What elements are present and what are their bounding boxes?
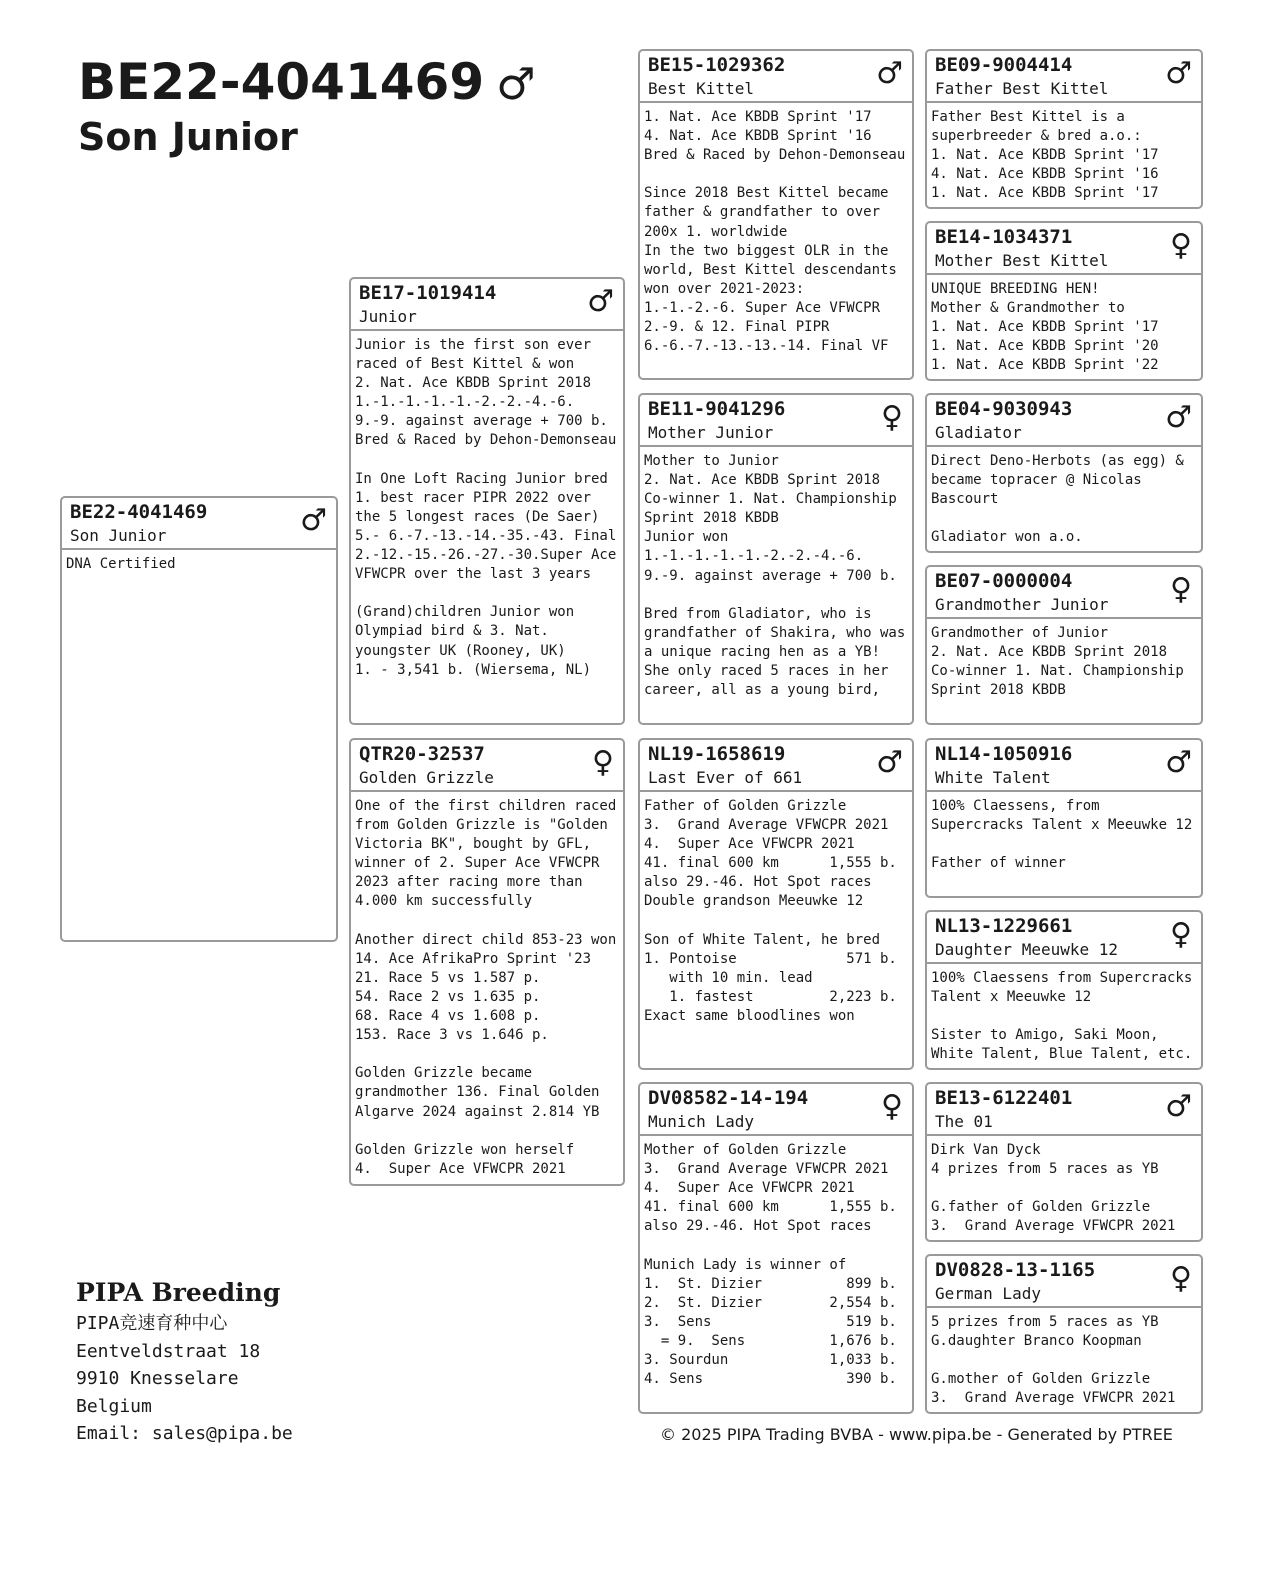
pigeon-name: Grandmother Junior [935,595,1109,614]
pigeon-name: The 01 [935,1112,993,1131]
female-icon: ♀ [1170,572,1192,607]
pigeon-name: Father Best Kittel [935,79,1109,98]
card-notes: 5 prizes from 5 races as YB G.daughter Branco Koopman G.mother of Golden Grizzle 3. Grand Average VFWCPR 2021 [931,1314,1176,1407]
card-header [640,740,912,792]
card-notes: Grandmother of Junior 2. Nat. Ace KBDB Sprint 2018 Co-winner 1. Nat. Championship Sprint 2018 KBDB [931,625,1184,699]
ring-number: BE07-0000004 [935,570,1073,592]
page-title-ring-number: BE22-4041469 [78,53,485,111]
ring-number: NL13-1229661 [935,915,1073,937]
card-header [927,51,1201,103]
card-header [640,51,912,103]
pigeon-name: Mother Junior [648,423,774,442]
card-notes: DNA Certified [66,556,176,572]
card-header [927,567,1201,619]
pigeon-name: Son Junior [70,526,167,545]
card-header [927,740,1201,792]
female-icon: ♀ [1170,228,1192,263]
card-header [640,395,912,447]
card-notes: Father Best Kittel is a superbreeder & bred a.o.: 1. Nat. Ace KBDB Sprint '17 4. Nat. Ace KBDB Sprint '16 1. Nat. Ace KBDB Sprint '17 [931,109,1159,202]
address-street: Eentveldstraat 18 [76,1340,261,1362]
card-header [927,912,1201,964]
card-notes: UNIQUE BREEDING HEN! Mother & Grandmother to 1. Nat. Ace KBDB Sprint '17 1. Nat. Ace KBDB Sprint '20 1. Nat. Ace KBDB Sprint '22 [931,281,1159,374]
card-notes: 1. Nat. Ace KBDB Sprint '17 4. Nat. Ace KBDB Sprint '16 Bred & Raced by Dehon-Demonseau Since 2018 Best Kittel became father & grandfather to over 200x 1. worldwide In the two biggest OLR in the world, Best Kittel descendants won over 2021-2023: 1.-1.-2.-6. Super Ace VFWCPR 2.-9. & 12. Final PIPR 6.-6.-7.-13.-13.-14. Final VF [644,109,906,355]
pigeon-name: Daughter Meeuwke 12 [935,940,1119,959]
pedigree-card-subject [60,496,338,942]
ring-number: BE17-1019414 [359,282,497,304]
ring-number: NL14-1050916 [935,743,1073,765]
ring-number: DV08582-14-194 [648,1087,809,1109]
card-header [640,1084,912,1136]
female-icon: ♀ [881,1089,903,1124]
pedigree-card-mother [349,738,625,1186]
female-icon: ♀ [1170,917,1192,952]
male-icon: ♂ [876,745,903,780]
pedigree-card-paternal-grandfather [638,49,914,380]
ring-number: BE13-6122401 [935,1087,1073,1109]
company-chinese-name: PIPA竞速育种中心 [76,1313,228,1334]
ring-number: QTR20-32537 [359,743,485,765]
male-icon: ♂ [1165,745,1192,780]
card-header [927,395,1201,447]
pedigree-card-great-grandmother-4 [925,1254,1203,1414]
pedigree-card-great-grandfather-3 [925,738,1203,898]
address-country: Belgium [76,1395,152,1417]
breeder-contact [76,1276,293,1448]
pedigree-card-great-grandmother-1 [925,221,1203,381]
pedigree-card-great-grandfather-1 [925,49,1203,209]
ring-number: BE04-9030943 [935,398,1073,420]
pedigree-card-great-grandfather-4 [925,1082,1203,1242]
card-header [927,223,1201,275]
pedigree-card-paternal-grandmother [638,393,914,725]
pedigree-card-great-grandfather-2 [925,393,1203,553]
male-icon: ♂ [300,503,327,538]
pedigree-card-maternal-grandfather [638,738,914,1070]
pigeon-name: Best Kittel [648,79,754,98]
card-header [927,1084,1201,1136]
male-icon: ♂ [587,284,614,319]
ring-number: BE22-4041469 [70,501,208,523]
card-notes: Junior is the first son ever raced of Best Kittel & won 2. Nat. Ace KBDB Sprint 2018 1.-1.-1.-1.-1.-2.-2.-4.-6. 9.-9. against average + 700 b. Bred & Raced by Dehon-Demonseau In One Loft Racing Junior bred 1. best racer PIPR 2022 over the 5 longest races (De Saer) 5.- 6.-7.-13.-14.-35.-43. Final 2.-12.-15.-26.-27.-30.Super Ace VFWCPR over the last 3 years (Grand)children Junior won Olympiad bird & 3. Nat. youngster UK (Rooney, UK) 1. - 3,541 b. (Wiersema, NL) [355,337,617,678]
card-header [62,498,336,550]
ring-number: BE15-1029362 [648,54,786,76]
card-notes: Father of Golden Grizzle 3. Grand Average VFWCPR 2021 4. Super Ace VFWCPR 2021 41. final 600 km 1,555 b. also 29.-46. Hot Spot races Double grandson Meeuwke 12 Son of White Talent, he bred 1. Pontoise 571 b. with 10 min. lead 1. fastest 2,223 b. Exact same bloodlines won [644,798,897,1025]
ring-number: DV0828-13-1165 [935,1259,1096,1281]
female-icon: ♀ [881,400,903,435]
pedigree-card-father [349,277,625,725]
card-header [351,740,623,792]
female-icon: ♀ [592,745,614,780]
card-notes: Dirk Van Dyck 4 prizes from 5 races as YB G.father of Golden Grizzle 3. Grand Average VFWCPR 2021 [931,1142,1176,1235]
address-city: 9910 Knesselare [76,1368,239,1389]
pigeon-name: German Lady [935,1284,1041,1303]
pigeon-name: Junior [359,307,417,326]
pigeon-name: Gladiator [935,423,1022,442]
copyright-notice: © 2025 PIPA Trading BVBA - www.pipa.be - Generated by PTREE [660,1425,1173,1444]
male-icon: ♂ [496,59,536,110]
card-notes: 100% Claessens, from Supercracks Talent x Meeuwke 12 Father of winner [931,798,1193,872]
card-notes: 100% Claessens from Supercracks Talent x Meeuwke 12 Sister to Amigo, Saki Moon, White Talent, Blue Talent, etc. [931,970,1193,1063]
card-notes: Mother of Golden Grizzle 3. Grand Average VFWCPR 2021 4. Super Ace VFWCPR 2021 41. final 600 km 1,555 b. also 29.-46. Hot Spot races Munich Lady is winner of 1. St. Dizier 899 b. 2. St. Dizier 2,554 b. 3. Sens 519 b. = 9. Sens 1,676 b. 3. Sourdun 1,033 b. 4. Sens 390 b. [644,1142,897,1388]
card-header [351,279,623,331]
ring-number: BE11-9041296 [648,398,786,420]
male-icon: ♂ [876,56,903,91]
ring-number: NL19-1658619 [648,743,786,765]
pigeon-name: Mother Best Kittel [935,251,1109,270]
pigeon-name: White Talent [935,768,1051,787]
pigeon-name: Munich Lady [648,1112,754,1131]
pedigree-card-great-grandmother-3 [925,910,1203,1070]
pedigree-card-great-grandmother-2 [925,565,1203,725]
male-icon: ♂ [1165,400,1192,435]
pedigree-card-maternal-grandmother [638,1082,914,1414]
card-notes: One of the first children raced from Golden Grizzle is "Golden Victoria BK", bought by GFL, winner of 2. Super Ace VFWCPR 2023 after racing more than 4.000 km successfully Another direct child 853-23 won 14. Ace AfrikaPro Sprint '23 21. Race 5 vs 1.587 p. 54. Race 2 vs 1.635 p. 68. Race 4 vs 1.608 p. 153. Race 3 vs 1.646 p. Golden Grizzle became grandmother 136. Final Golden Algarve 2024 against 2.814 YB Golden Grizzle won herself 4. Super Ace VFWCPR 2021 [355,798,617,1177]
company-name: PIPA Breeding [76,1278,281,1307]
male-icon: ♂ [1165,1089,1192,1124]
pigeon-name: Last Ever of 661 [648,768,803,787]
ring-number: BE14-1034371 [935,226,1073,248]
card-notes: Mother to Junior 2. Nat. Ace KBDB Sprint 2018 Co-winner 1. Nat. Championship Sprint 2018 KBDB Junior won 1.-1.-1.-1.-1.-2.-2.-4.-6. 9.-9. against average + 700 b. Bred from Gladiator, who is grandfather of Shakira, who was a unique racing hen as a YB! She only raced 5 races in her career, all as a young bird, [644,453,906,699]
page-title-ring [78,52,536,115]
female-icon: ♀ [1170,1261,1192,1296]
ring-number: BE09-9004414 [935,54,1073,76]
card-notes: Direct Deno-Herbots (as egg) & became topracer @ Nicolas Bascourt Gladiator won a.o. [931,453,1184,546]
male-icon: ♂ [1165,56,1192,91]
page-title-name: Son Junior [78,115,298,159]
pigeon-name: Golden Grizzle [359,768,494,787]
card-header [927,1256,1201,1308]
contact-email[interactable]: Email: sales@pipa.be [76,1423,293,1444]
